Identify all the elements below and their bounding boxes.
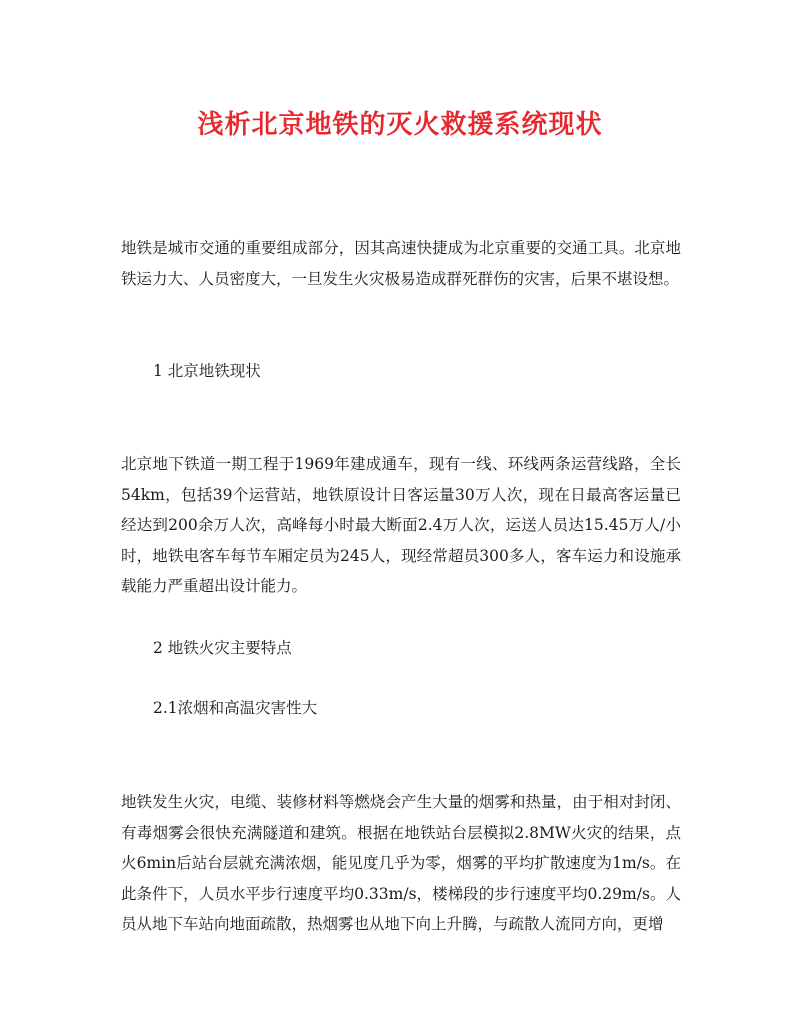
document-title: 浅析北京地铁的灭火救援系统现状 [197, 110, 603, 140]
section-2-1-paragraph: 地铁发生火灾，电缆、装修材料等燃烧会产生大量的烟雾和热量，由于相对封闭、有毒烟雾会很快充满隧道和建筑。根据在地铁站台层模拟2.8MW火灾的结果，点火6min后站台层就充满浓烟，能见度几乎为零，烟雾的平均扩散速度为1m/s。在此条件下，人员水平步行速度平均0.33m/s，楼梯段的步行速度平均0.29m/s。人员从地下车站向地面疏散，热烟雾也从地下向上升腾，与疏散人流同方向，更增 [121, 793, 681, 933]
section-2-1-heading: 2.1浓烟和高温灾害性大 [153, 699, 318, 717]
section-2-heading: 2 地铁火灾主要特点 [153, 639, 292, 657]
section-1-heading: 1 北京地铁现状 [153, 362, 261, 380]
intro-paragraph: 地铁是城市交通的重要组成部分，因其高速快捷成为北京重要的交通工具。北京地铁运力大、人员密度大，一旦发生火灾极易造成群死群伤的灾害，后果不堪设想。 [121, 239, 681, 288]
section-1-paragraph: 北京地下铁道一期工程于1969年建成通车，现有一线、环线两条运营线路，全长54km，包括39个运营站，地铁原设计日客运量30万人次，现在日最高客运量已经达到200余万人次，高峰每小时最大断面2.4万人次，运送人员达15.45万人/小时，地铁电客车每节车厢定员为245人，现经常超员300多人，客车运力和设施承载能力严重超出设计能力。 [121, 455, 681, 595]
